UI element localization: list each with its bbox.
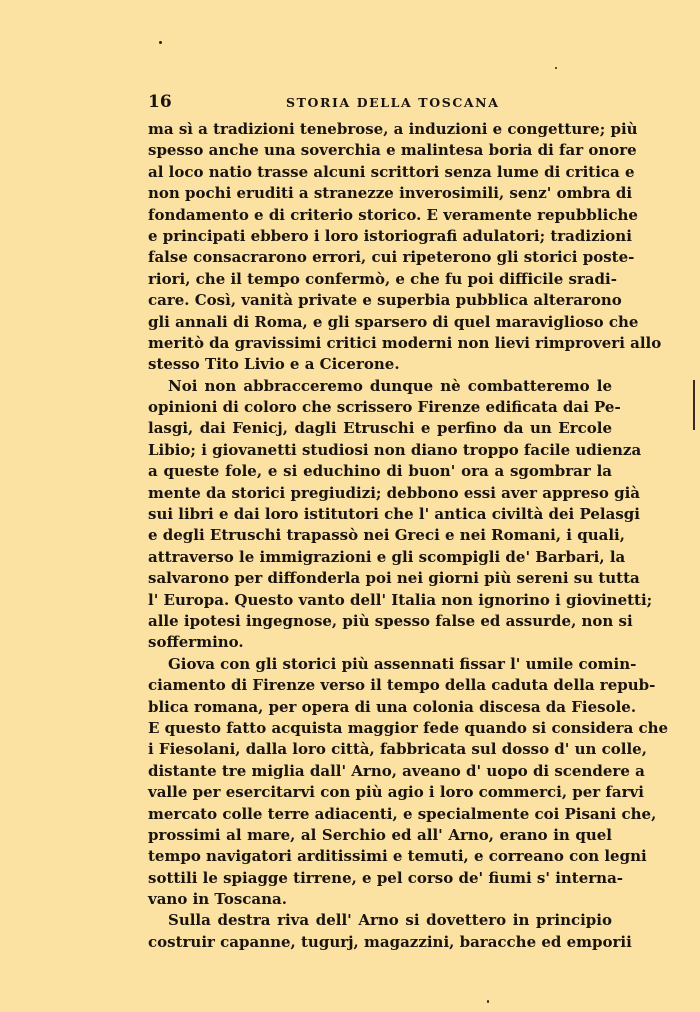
text-line: salvarono per diffonderla poi nei giorni più sereni su tutta	[148, 569, 640, 588]
text-line: mercato colle terre adiacenti, e specialmente coi Pisani che,	[148, 804, 657, 823]
text-line: alle ipotesi ingegnose, più spesso false ed assurde, non si	[148, 611, 633, 630]
text-line: gli annali di Roma, e gli sparsero di quel maraviglioso che	[148, 312, 639, 331]
paragraph	[148, 910, 632, 953]
text-line: e degli Etruschi trapassò nei Greci e nei Romani, i quali,	[148, 526, 625, 545]
text-line: e principati ebbero i loro istoriografi adulatori; tradizioni	[148, 226, 632, 245]
running-title: STORIA DELLA TOSCANA	[286, 95, 500, 110]
text-line: ciamento di Firenze verso il tempo della caduta della repub-	[148, 676, 656, 695]
text-line: tempo navigatori arditissimi e temuti, e correano con legni	[148, 847, 647, 866]
text-line: ma sì a tradizioni tenebrose, a induzioni e congetture; più	[148, 120, 638, 138]
text-line: fondamento e di criterio storico. E veramente repubbliche	[148, 205, 638, 224]
page-number: 16	[148, 92, 172, 112]
scan-speck	[159, 41, 162, 44]
text-line: blica romana, per opera di una colonia discesa da Fiesole.	[148, 697, 637, 716]
text-line: a queste fole, e si educhino di buon' ora a sgombrar la	[148, 462, 612, 481]
text-line: l' Europa. Questo vanto dell' Italia non ignorino i giovinetti;	[148, 590, 653, 609]
text-line: non pochi eruditi a stranezze inverosimili, senz' ombra di	[148, 184, 633, 203]
text-line: attraverso le immigrazioni e gli scompigli de' Barbari, la	[148, 547, 626, 566]
text-line: i Fiesolani, dalla loro città, fabbricata sul dosso d' un colle,	[148, 740, 647, 759]
text-line: valle per esercitarvi con più agio i loro commerci, per farvi	[148, 783, 644, 802]
text-line: prossimi al mare, al Serchio ed all' Arno, erano in quel	[148, 825, 612, 844]
text-line: E questo fatto acquista maggior fede quando si considera che	[148, 718, 669, 737]
text-line: mente da storici pregiudizi; debbono essi aver appreso già	[148, 483, 640, 502]
margin-mark	[693, 380, 695, 430]
text-line: distante tre miglia dall' Arno, aveano d' uopo di scendere a	[148, 761, 645, 780]
scan-speck	[487, 1000, 489, 1003]
scan-speck	[555, 67, 557, 69]
text-line: sottili le spiagge tirrene, e pel corso de' fiumi s' interna-	[148, 868, 624, 887]
text-line: vano in Toscana.	[148, 890, 287, 909]
text-line: spesso anche una soverchia e malintesa boria di far onore	[148, 141, 637, 160]
paragraph	[148, 654, 669, 911]
text-line: Sulla destra riva dell' Arno si dovettero in principio	[168, 911, 612, 930]
text-line: sui libri e dai loro istitutori che l' antica civiltà dei Pelasgi	[148, 505, 640, 524]
text-line: Noi non abbracceremo dunque nè combatteremo le	[168, 376, 612, 395]
text-line: al loco natio trasse alcuni scrittori senza lume di critica e	[148, 162, 635, 181]
paragraph	[148, 376, 653, 654]
text-line: lasgi, dai Fenicj, dagli Etruschi e perfino da un Ercole	[148, 419, 612, 438]
text-line: Giova con gli storici più assennati fissar l' umile comin-	[168, 654, 637, 673]
text-line: false consacrarono errori, cui ripeterono gli storici poste-	[148, 248, 635, 267]
text-line: care. Così, vanità private e superbia pubblica alterarono	[148, 291, 622, 310]
body-text	[148, 119, 669, 953]
text-line: riori, che il tempo confermò, e che fu poi difficile sradi-	[148, 269, 617, 288]
text-line: meritò da gravissimi critici moderni non lievi rimproveri allo	[148, 333, 662, 352]
page-header	[148, 92, 616, 114]
text-line: soffermino.	[148, 633, 244, 652]
text-line: stesso Tito Livio e a Cicerone.	[148, 355, 400, 374]
text-line: Libio; i giovanetti studiosi non diano troppo facile udienza	[148, 440, 642, 459]
paragraph	[148, 119, 662, 376]
text-line: costruir capanne, tugurj, magazzini, baracche ed emporii	[148, 932, 632, 951]
text-line: opinioni di coloro che scrissero Firenze edificata dai Pe-	[148, 398, 621, 417]
